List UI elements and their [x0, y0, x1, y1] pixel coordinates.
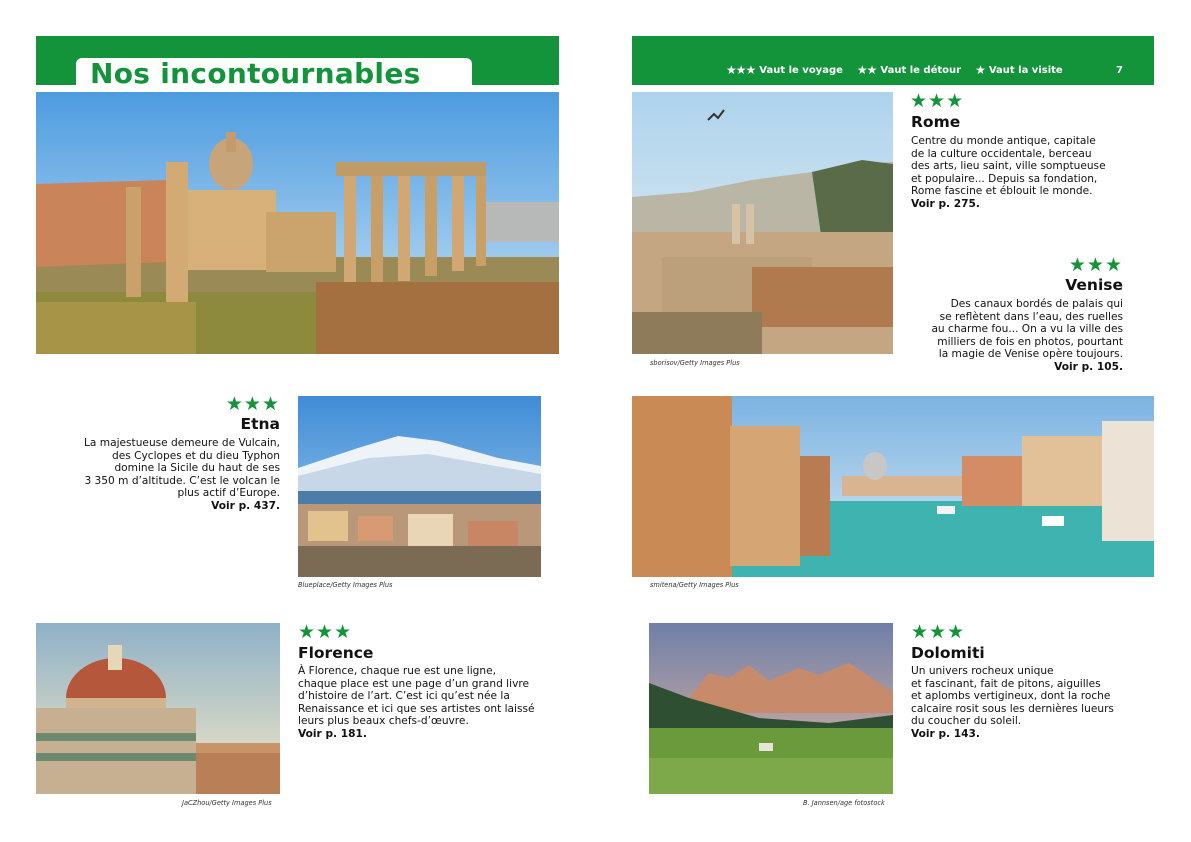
- etna-line: des Cyclopes et du dieu Typhon: [111, 449, 280, 462]
- photo-credit-dolomiti: B. Jannsen/age fotostock: [803, 799, 885, 807]
- legend-label-3: Vaut le voyage: [759, 64, 843, 76]
- venise-description: [900, 298, 1123, 374]
- etna-page-ref: Voir p. 437.: [211, 499, 280, 512]
- dolomiti-line: du coucher du soleil.: [911, 715, 1022, 728]
- dolomiti-title: Dolomiti: [911, 644, 985, 662]
- page-number: 7: [1116, 65, 1123, 76]
- florence-description: [298, 665, 568, 741]
- rome-line: Rome fascine et éblouit le monde.: [911, 185, 1093, 198]
- photo-rome: [632, 92, 893, 354]
- florence-line: chaque place est une page d’un grand livre: [298, 677, 529, 690]
- page-title: Nos incontournables: [90, 57, 421, 90]
- dolomiti-line: et fascinant, fait de pitons, aiguilles: [911, 677, 1101, 690]
- photo-dolomiti: [649, 623, 893, 794]
- rome-line: et populaire... Depuis sa fondation,: [911, 172, 1098, 185]
- florence-title: Florence: [298, 644, 374, 662]
- rome-page-ref: Voir p. 275.: [911, 197, 980, 210]
- venise-line: la magie de Venise opère toujours.: [938, 348, 1123, 361]
- photo-florence: [36, 623, 280, 794]
- etna-line: domine la Sicile du haut de ses: [114, 462, 280, 475]
- etna-description: [60, 437, 280, 513]
- dolomiti-line: et aplombs vertigineux, dont la roche: [911, 690, 1111, 703]
- legend-stars-1-icon: ★: [975, 63, 985, 77]
- venise-line: milliers de fois en photos, pourtant: [937, 335, 1123, 348]
- venise-page-ref: Voir p. 105.: [1054, 360, 1123, 373]
- rome-description: [911, 135, 1151, 211]
- photo-credit-etna: Blueplace/Getty Images Plus: [298, 581, 393, 589]
- legend-label-1: Vaut la visite: [988, 64, 1063, 76]
- etna-title: Etna: [240, 415, 280, 433]
- legend-stars-3-icon: ★★★: [726, 63, 756, 77]
- florence-line: Renaissance et ici que ses artistes ont laissé: [298, 702, 535, 715]
- rome-title: Rome: [911, 113, 961, 131]
- venise-line: au charme fou... On a vu la ville des: [931, 323, 1123, 336]
- florence-page-ref: Voir p. 181.: [298, 727, 367, 740]
- florence-line: d’histoire de l’art. C’est ici qu’est née la: [298, 690, 510, 703]
- florence-line: leurs plus beaux chefs-d’œuvre.: [298, 715, 469, 728]
- photo-etna: [298, 396, 541, 577]
- venise-line: se reflètent dans l’eau, des ruelles: [939, 310, 1123, 323]
- legend-stars-2-icon: ★★: [856, 63, 877, 77]
- venise-line: Des canaux bordés de palais qui: [950, 298, 1123, 310]
- dolomiti-line: Un univers rocheux unique: [911, 665, 1054, 677]
- dolomiti-stars-icon: ★★★: [911, 621, 966, 643]
- photo-credit-rome: sborisov/Getty Images Plus: [650, 359, 740, 367]
- florence-line: À Florence, chaque rue est une ligne,: [298, 665, 496, 677]
- photo-roman-forum: [36, 92, 559, 354]
- rome-stars-icon: ★★★: [910, 90, 965, 112]
- venise-title: Venise: [1065, 276, 1123, 294]
- etna-stars-icon: ★★★: [225, 393, 280, 415]
- dolomiti-page-ref: Voir p. 143.: [911, 727, 980, 740]
- photo-credit-florence: JaCZhou/Getty Images Plus: [182, 799, 272, 807]
- etna-line: 3 350 m d’altitude. C’est le volcan le: [84, 474, 280, 487]
- etna-line: La majestueuse demeure de Vulcain,: [84, 437, 280, 449]
- photo-venice: [632, 396, 1154, 577]
- rome-line: de la culture occidentale, berceau: [911, 147, 1092, 160]
- legend-label-2: Vaut le détour: [880, 64, 962, 76]
- right-header-bar: [632, 36, 1154, 85]
- dolomiti-description: [911, 665, 1151, 741]
- rome-line: Centre du monde antique, capitale: [911, 135, 1096, 147]
- florence-stars-icon: ★★★: [298, 621, 353, 643]
- dolomiti-line: calcaire rosit sous les dernières lueurs: [911, 702, 1114, 715]
- venise-stars-icon: ★★★: [1068, 254, 1123, 276]
- photo-credit-venice: smitena/Getty Images Plus: [650, 581, 739, 589]
- etna-line: plus actif d’Europe.: [177, 487, 280, 500]
- star-legend: [726, 63, 1063, 77]
- rome-line: des arts, lieu saint, ville somptueuse: [911, 160, 1106, 173]
